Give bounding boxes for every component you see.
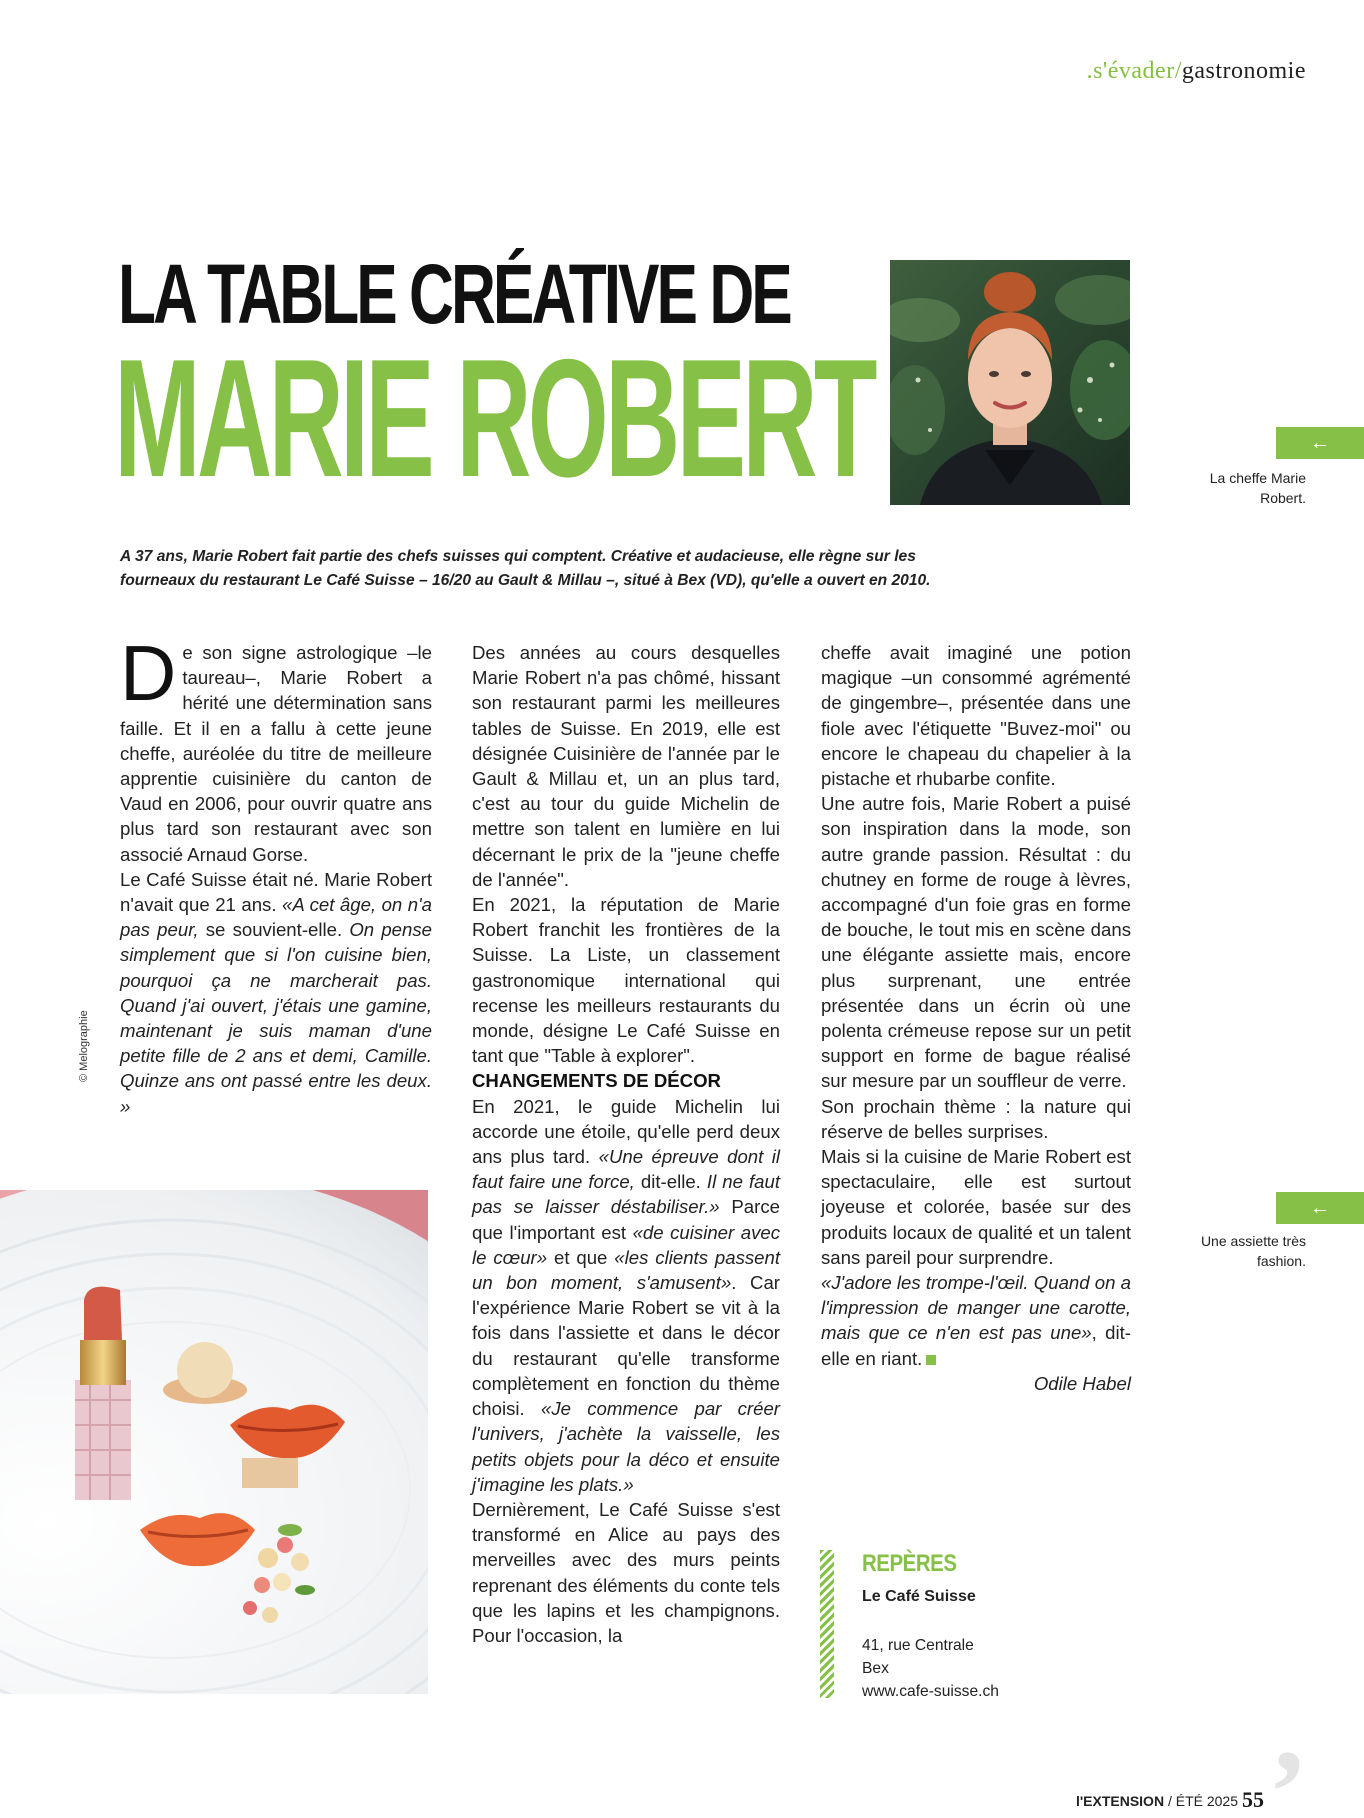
section-tag	[1087, 58, 1306, 85]
striped-bar	[820, 1550, 834, 1698]
portrait-photo	[890, 260, 1130, 505]
page-number: 55	[1242, 1787, 1264, 1812]
street: 41, rue Centrale	[862, 1637, 974, 1654]
paragraph: Dernièrement, Le Café Suisse s'est transformé en Alice au pays des merveilles avec des murs peints reprenant des éléments du conte tels que les lapins et les champignons. Pour l'occasion, la	[472, 1498, 780, 1646]
paragraph: Son prochain thème : la nature qui réserve de belles surprises.	[821, 1095, 1131, 1142]
section-prefix: .s'évader/	[1086, 58, 1182, 84]
article-column-2	[472, 640, 780, 1648]
lede-paragraph: A 37 ans, Marie Robert fait partie des chefs suisses qui comptent. Créative et audacieuse, elle règne sur les fourneaux du restaurant Le Café Suisse – 16/20 au Gault & Millau –, situé à Bex (VD), qu'elle a ouvert en 2010.	[120, 548, 931, 589]
portrait-caption: La cheffe Marie Robert.	[1209, 470, 1306, 506]
photo-credit: © Melographie	[78, 1010, 90, 1082]
paragraph: Des années au cours desquelles Marie Robert n'a pas chômé, hissant son restaurant parmi les meilleures tables de Suisse. En 2019, elle est désignée Cuisinière de l'année par le Gault & Millau et, un an plus tard, c'est au tour du guide Michelin de mettre son talent en lumière en lui décernant le prix de la "jeune cheffe de l'année".	[472, 642, 780, 890]
plate-caption-arrow: ←	[1276, 1192, 1364, 1224]
article-column-1	[120, 629, 432, 1119]
restaurant-name: Le Café Suisse	[862, 1588, 976, 1605]
subheading: CHANGEMENTS DE DÉCOR	[472, 1070, 721, 1092]
paragraph: «J'adore les trompe-l'œil. Quand on a l'impression de manger une carotte, mais que ce n'en est pas une», dit-elle en riant.	[821, 1272, 1131, 1369]
byline: Odile Habel	[1033, 1372, 1131, 1394]
paragraph: Le Café Suisse était né. Marie Robert n'avait que 21 ans. «A cet âge, on n'a pas peur, se souvient-elle. On pense simplement que si l'on cuisine bien, pourquoi ça ne marcherait pas. Quand j'ai ouvert, j'étais une gamine, maintenant je suis maman d'une petite fille de 2 ans et demi, Camille. Quinze ans ont passé entre les deux. »	[120, 868, 432, 1117]
plate-photo	[0, 1190, 428, 1694]
portrait-caption-arrow: ←	[1276, 427, 1364, 459]
title-line-1: LA TABLE CRÉATIVE DE	[118, 247, 790, 341]
paragraph: De son signe astrologique –le taureau–, Marie Robert a hérité une détermination sans faille. Et il en a fallu à cette jeune cheffe, auréolée du titre de meilleure apprentie cuisinière du canton de Vaud en 2006, pour ouvrir quatre ans plus tard son restaurant avec son associé Arnaud Gorse.	[120, 629, 432, 865]
plate-caption: Une assiette très fashion.	[1200, 1233, 1306, 1269]
issue: ÉTÉ 2025	[1175, 1793, 1238, 1809]
footer: l'EXTENSION / ÉTÉ 2025	[1075, 1793, 1238, 1809]
article-column-3	[821, 640, 1131, 1396]
paragraph: cheffe avait imaginé une potion magique –un consommé agrémenté de gingembre–, présentée dans une fiole avec l'étiquette "Buvez-moi" ou encore le chapeau du chapelier à la pistache et rhubarbe confite.	[821, 642, 1131, 790]
paragraph: En 2021, la réputation de Marie Robert franchit les frontières de la Suisse. La Liste, un classement gastronomique international qui recense les meilleurs restaurants du monde, désigne Le Café Suisse en tant que "Table à explorer".	[472, 894, 780, 1067]
section-name: gastronomie	[1181, 58, 1306, 84]
magazine-brand: l'EXTENSION	[1075, 1793, 1165, 1809]
end-mark-icon	[926, 1355, 936, 1365]
city: Bex	[862, 1660, 889, 1677]
reperes-title: REPÈRES	[862, 1550, 957, 1577]
reperes-box	[820, 1550, 1140, 1700]
restaurant-address	[862, 1634, 999, 1703]
title-line-2: MARIE ROBERT	[114, 324, 874, 512]
paragraph: Mais si la cuisine de Marie Robert est spectaculaire, elle est surtout joyeuse et colorée, basée sur des produits locaux de qualité et un talent sans pareil pour surprendre.	[821, 1146, 1131, 1268]
paragraph: Une autre fois, Marie Robert a puisé son inspiration dans la mode, son autre grande passion. Résultat : du chutney en forme de rouge à lèvres, accompagné d'un foie gras en forme de bouche, le tout mis en scène dans une élégante assiette mais, encore plus surprenant, une entrée présentée dans un écrin où une polenta crémeuse repose sur un petit support en forme de bague réalisé sur mesure par un souffleur de verre.	[821, 793, 1131, 1092]
website-link[interactable]: www.cafe-suisse.ch	[862, 1683, 999, 1700]
quote-mark-icon: ’	[1268, 1725, 1308, 1818]
paragraph: En 2021, le guide Michelin lui accorde une étoile, qu'elle perd deux ans plus tard. «Une épreuve dont il faut faire une force, dit-elle. Il ne faut pas se laisser déstabiliser.» Parce que l'important est «de cuisiner avec le cœur» et que «les clients passent un bon moment, s'amusent». Car l'expérience Marie Robert se vit à la fois dans l'assiette et dans le décor du restaurant qu'elle transforme complètement en fonction du thème choisi. «Je commence par créer l'univers, j'achète la vaisselle, les petits objets pour la déco et ensuite j'imagine les plats.»	[472, 1095, 781, 1495]
drop-cap: D	[120, 629, 177, 717]
